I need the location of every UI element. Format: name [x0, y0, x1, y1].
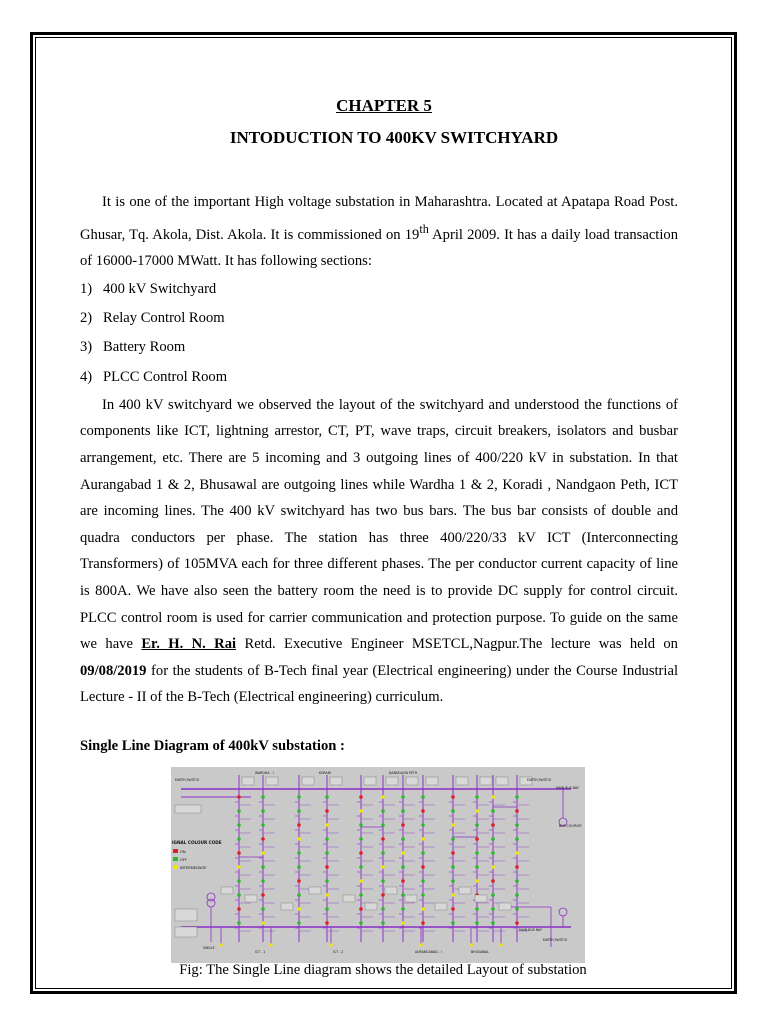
breaker-indicator [491, 851, 495, 855]
list-number: 3) [80, 339, 93, 356]
breaker-indicator [401, 795, 405, 799]
breaker-indicator [451, 837, 455, 841]
chapter-title: INTODUCTION TO 400KV SWITCHYARD [229, 128, 559, 147]
diagram-heading: Single Line Diagram of 400kV substation : [80, 738, 345, 754]
readout-box [175, 805, 201, 813]
bus-coupler-label: BUS COUPLER [559, 824, 582, 828]
readout-box [386, 777, 398, 785]
list-label: Relay Control Room [103, 309, 225, 326]
breaker-indicator [421, 837, 425, 841]
readout-box [309, 887, 321, 894]
readout-box [302, 777, 314, 785]
breaker-indicator [515, 809, 519, 813]
breaker-indicator [451, 809, 455, 813]
breaker-indicator [469, 943, 472, 946]
breaker-indicator [261, 823, 265, 827]
intro-superscript: th [419, 221, 429, 236]
breaker-indicator [269, 943, 272, 946]
breaker-indicator [491, 837, 495, 841]
nandgaon-label: NANDGAON PETH [389, 771, 418, 775]
breaker-indicator [261, 907, 265, 911]
breaker-indicator [297, 921, 301, 925]
readout-box [175, 909, 197, 921]
breaker-indicator [237, 921, 241, 925]
breaker-indicator [401, 921, 405, 925]
description-text-2: Retd. Executive Engineer MSETCL,Nagpur.The lecture was held on [236, 636, 678, 653]
figure-caption: Fig: The Single Line diagram shows the detailed Layout of substation [179, 962, 587, 978]
breaker-indicator [451, 879, 455, 883]
breaker-indicator [359, 795, 363, 799]
readout-box [496, 777, 508, 785]
breaker-indicator [421, 879, 425, 883]
main-bus-label: MAIN BUS BAY [556, 786, 579, 790]
breaker-indicator [381, 907, 385, 911]
breaker-indicator [325, 865, 329, 869]
koradi-label: KORADI [319, 771, 332, 775]
breaker-indicator [451, 893, 455, 897]
sections-list [80, 275, 678, 392]
breaker-indicator [401, 837, 405, 841]
breaker-indicator [475, 823, 479, 827]
legend-off-label: OFF [180, 858, 187, 862]
intro-text-2: April 2009. It has a daily load transaction of 16000-17000 MWatt. It has following sections: [80, 226, 678, 270]
breaker-indicator [325, 851, 329, 855]
breaker-indicator [419, 943, 422, 946]
breaker-indicator [515, 879, 519, 883]
breaker-indicator [451, 851, 455, 855]
breaker-indicator [401, 809, 405, 813]
breaker-indicator [475, 907, 479, 911]
breaker-indicator [475, 809, 479, 813]
breaker-indicator [491, 795, 495, 799]
breaker-indicator [261, 879, 265, 883]
bhusawal-label: BHUSAWAL [471, 950, 489, 954]
breaker-indicator [381, 879, 385, 883]
readout-box [499, 903, 511, 910]
breaker-indicator [237, 809, 241, 813]
list-item [80, 363, 678, 392]
wardha-label: WARDHA - I [255, 771, 274, 775]
breaker-indicator [297, 907, 301, 911]
breaker-indicator [237, 851, 241, 855]
breaker-indicator [499, 943, 502, 946]
ict2-label: ICT - 2 [333, 950, 344, 954]
breaker-indicator [451, 865, 455, 869]
readout-box [405, 895, 417, 902]
list-label: 400 kV Switchyard [103, 280, 217, 297]
list-number: 1) [80, 280, 93, 297]
aurangabad-label: AURANGABAD - I [415, 950, 442, 954]
list-item [80, 304, 678, 333]
breaker-indicator [421, 893, 425, 897]
readout-box [456, 777, 468, 785]
ict1-label: ICT - 1 [255, 950, 266, 954]
legend-title: IGNAL COLOUR CODE [172, 840, 222, 845]
breaker-indicator [297, 879, 301, 883]
list-number: 4) [80, 368, 93, 385]
breaker-indicator [401, 907, 405, 911]
readout-box [281, 903, 293, 910]
breaker-indicator [297, 795, 301, 799]
breaker-indicator [297, 851, 301, 855]
breaker-indicator [515, 865, 519, 869]
breaker-indicator [325, 823, 329, 827]
breaker-indicator [401, 893, 405, 897]
breaker-indicator [297, 823, 301, 827]
breaker-indicator [325, 879, 329, 883]
breaker-indicator [261, 865, 265, 869]
intro-text-1: It is one of the important High voltage substation in Maharashtra. Located at Apatapa Road Post. Ghusar, Tq. Akola, Dist. Akola. It is commissioned on 19 [80, 194, 678, 243]
breaker-indicator [491, 893, 495, 897]
description-text-1: In 400 kV switchyard we observed the layout of the switchyard and understood the functions of components like ICT, lightning arrestor, CT, PT, wave traps, circuit breakers, isolators and busbar arrangement, etc. There are 5 incoming and 3 outgoing lines of 400/220 kV in substation. In that Aurangabad 1 & 2, Bhusawal are outgoing lines while Wardha 1 & 2, Koradi , Nandgaon Peth, ICT are incoming lines. The 400 kV switchyard has two bus bars. The bus bar consists of double and quadra conductors per phase. The station has three 400/220/33 kV ICT (Interconnecting Transformers) of 105MVA each for three different phases. The per conductor current capacity of line is 800A. We have also seen the battery room the need is to provide DC supply for control circuit. PLCC control room is used for carrier communication and protection purpose. To guide on the same we have [80, 396, 678, 653]
breaker-indicator [381, 809, 385, 813]
breaker-indicator [297, 893, 301, 897]
readout-box [406, 777, 418, 785]
breaker-indicator [401, 865, 405, 869]
breaker-indicator [359, 879, 363, 883]
readout-box [221, 887, 233, 894]
list-label: Battery Room [103, 339, 186, 356]
breaker-indicator [359, 893, 363, 897]
readout-box [385, 887, 397, 894]
breaker-indicator [475, 795, 479, 799]
single-line-diagram-graphic [171, 767, 585, 963]
breaker-indicator [515, 921, 519, 925]
breaker-indicator [261, 921, 265, 925]
breaker-indicator [401, 879, 405, 883]
breaker-indicator [421, 795, 425, 799]
breaker-indicator [421, 809, 425, 813]
breaker-indicator [325, 907, 329, 911]
readout-box [365, 903, 377, 910]
breaker-indicator [261, 795, 265, 799]
breaker-indicator [421, 851, 425, 855]
breaker-indicator [421, 907, 425, 911]
list-item [80, 275, 678, 304]
breaker-indicator [421, 921, 425, 925]
breaker-indicator [475, 851, 479, 855]
breaker-indicator [325, 921, 329, 925]
readout-box [426, 777, 438, 785]
breaker-indicator [237, 837, 241, 841]
breaker-indicator [359, 907, 363, 911]
description-text-3: for the students of B-Tech final year (Electrical engineering) under the Course Industrial Lecture - II of the B-Tech (Electrical engineering) curriculum. [80, 662, 678, 706]
breaker-indicator [261, 893, 265, 897]
breaker-indicator [381, 837, 385, 841]
lecture-date: 09/08/2019 [80, 662, 147, 679]
readout-box [475, 895, 487, 902]
breaker-indicator [491, 865, 495, 869]
list-label: PLCC Control Room [103, 368, 228, 385]
breaker-indicator [451, 907, 455, 911]
breaker-indicator [381, 823, 385, 827]
breaker-indicator [421, 865, 425, 869]
breaker-indicator [515, 795, 519, 799]
list-item [80, 333, 678, 362]
breaker-indicator [475, 837, 479, 841]
main-bus-label: MAIN BUS BAY [519, 928, 542, 932]
readout-box [245, 895, 257, 902]
breaker-indicator [381, 865, 385, 869]
readout-box [266, 777, 278, 785]
earth-switch-label: EARTH SWITCH [175, 778, 200, 782]
list-number: 2) [80, 309, 93, 326]
breaker-indicator [237, 795, 241, 799]
breaker-indicator [261, 809, 265, 813]
breaker-indicator [237, 879, 241, 883]
breaker-indicator [261, 837, 265, 841]
transformer-symbol [207, 899, 215, 907]
readout-box [364, 777, 376, 785]
breaker-indicator [359, 851, 363, 855]
breaker-indicator [515, 851, 519, 855]
transformer-symbol [559, 908, 567, 916]
breaker-indicator [219, 943, 222, 946]
breaker-indicator [515, 893, 519, 897]
breaker-indicator [297, 809, 301, 813]
breaker-indicator [237, 893, 241, 897]
breaker-indicator [475, 865, 479, 869]
breaker-indicator [237, 865, 241, 869]
breaker-indicator [491, 809, 495, 813]
breaker-indicator [475, 921, 479, 925]
breaker-indicator [325, 837, 329, 841]
breaker-indicator [515, 837, 519, 841]
legend-on-swatch [173, 849, 178, 853]
breaker-indicator [421, 823, 425, 827]
breaker-indicator [515, 823, 519, 827]
legend-intermediate-swatch [173, 865, 178, 869]
legend-on-label: ON [180, 850, 186, 854]
breaker-indicator [359, 837, 363, 841]
body-text [80, 189, 678, 711]
breaker-indicator [451, 795, 455, 799]
breaker-indicator [297, 865, 301, 869]
breaker-indicator [451, 921, 455, 925]
breaker-indicator [325, 809, 329, 813]
breaker-indicator [491, 823, 495, 827]
breaker-indicator [451, 823, 455, 827]
legend-intermediate-label: INTERMEDIATE [180, 866, 207, 870]
earth-switch-label: EARTH SWITCH [543, 938, 568, 942]
readout-box [343, 895, 355, 902]
single-label: SINGLE [203, 946, 215, 950]
breaker-indicator [359, 921, 363, 925]
breaker-indicator [381, 893, 385, 897]
breaker-indicator [491, 921, 495, 925]
breaker-indicator [329, 943, 332, 946]
breaker-indicator [359, 865, 363, 869]
breaker-indicator [381, 795, 385, 799]
breaker-indicator [359, 823, 363, 827]
single-line-diagram [171, 767, 585, 963]
readout-box [330, 777, 342, 785]
readout-box [459, 887, 471, 894]
breaker-indicator [381, 851, 385, 855]
chapter-heading: CHAPTER 5 [336, 96, 432, 115]
description-paragraph [80, 392, 678, 711]
breaker-indicator [325, 795, 329, 799]
breaker-indicator [237, 823, 241, 827]
readout-box [435, 903, 447, 910]
breaker-indicator [297, 837, 301, 841]
breaker-indicator [401, 851, 405, 855]
breaker-indicator [491, 879, 495, 883]
breaker-indicator [475, 879, 479, 883]
instructor-name: Er. H. N. Rai [141, 636, 237, 653]
breaker-indicator [359, 809, 363, 813]
breaker-indicator [261, 851, 265, 855]
breaker-indicator [381, 921, 385, 925]
readout-box [175, 927, 197, 937]
legend-off-swatch [173, 857, 178, 861]
breaker-indicator [325, 893, 329, 897]
breaker-indicator [401, 823, 405, 827]
readout-box [242, 777, 254, 785]
breaker-indicator [491, 907, 495, 911]
breaker-indicator [237, 907, 241, 911]
earth-switch-label: EARTH SWITCH [527, 778, 552, 782]
breaker-indicator [515, 907, 519, 911]
readout-box [480, 777, 492, 785]
intro-paragraph [80, 189, 678, 275]
